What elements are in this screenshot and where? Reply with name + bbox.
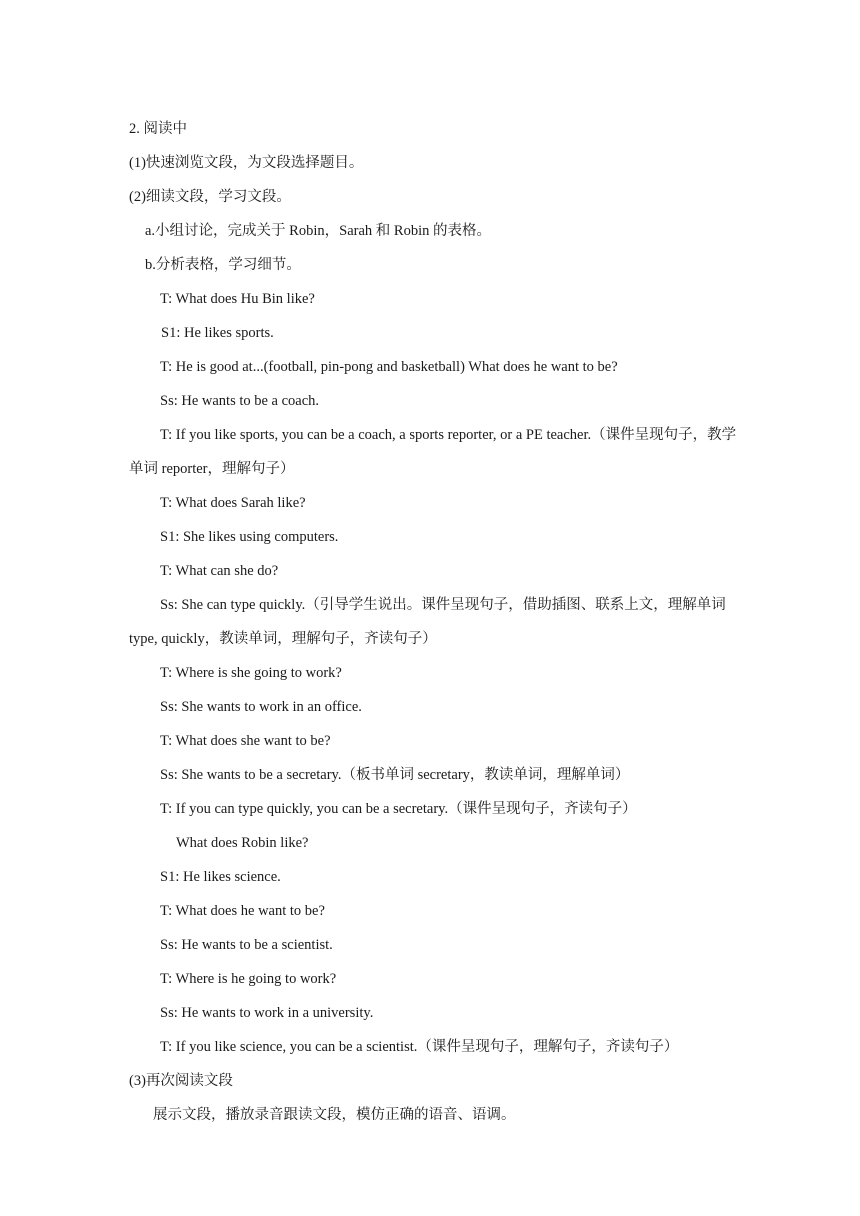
dialogue-line: S1: He likes sports. bbox=[161, 325, 274, 341]
step-2-close-reading: (2)细读文段，学习文段。 bbox=[129, 189, 291, 205]
dialogue-line: T: What does Hu Bin like? bbox=[160, 291, 315, 307]
substep-a-group-discussion: a.小组讨论，完成关于 Robin，Sarah 和 Robin 的表格。 bbox=[145, 223, 491, 239]
dialogue-line: S1: She likes using computers. bbox=[160, 529, 339, 545]
dialogue-line: T: If you like sports, you can be a coach, a sports reporter, or a PE teacher.（课件呈现句子，教学单词 reporter，理解句子） bbox=[129, 427, 737, 477]
dialogue-line: Ss: She can type quickly.（引导学生说出。课件呈现句子，借助插图、联系上文，理解单词 type, quickly，教读单词，理解句子，齐读句子） bbox=[129, 597, 726, 647]
dialogue-line: T: What does she want to be? bbox=[160, 733, 331, 749]
document-body bbox=[129, 112, 739, 1132]
dialogue-line: T: What does Sarah like? bbox=[160, 495, 306, 511]
dialogue-line: T: Where is he going to work? bbox=[160, 971, 337, 987]
dialogue-line: Ss: He wants to work in a university. bbox=[160, 1005, 374, 1021]
dialogue-line: S1: He likes science. bbox=[160, 869, 281, 885]
dialogue-line: Ss: She wants to work in an office. bbox=[160, 699, 362, 715]
section-heading-reading: 2. 阅读中 bbox=[129, 121, 187, 137]
step-3-read-again: (3)再次阅读文段 bbox=[129, 1073, 233, 1089]
read-again-instruction: 展示文段，播放录音跟读文段，模仿正确的语音、语调。 bbox=[153, 1107, 516, 1123]
dialogue-line: T: Where is she going to work? bbox=[160, 665, 342, 681]
substep-b-analyze-table: b.分析表格，学习细节。 bbox=[145, 257, 301, 273]
dialogue-line: Ss: He wants to be a coach. bbox=[160, 393, 320, 409]
dialogue-line: What does Robin like? bbox=[176, 835, 309, 851]
dialogue-line: T: He is good at...(football, pin-pong and basketball) What does he want to be? bbox=[160, 359, 618, 375]
dialogue-line: T: What can she do? bbox=[160, 563, 279, 579]
dialogue-line: T: If you like science, you can be a scientist.（课件呈现句子，理解句子，齐读句子） bbox=[160, 1039, 679, 1055]
dialogue-line: Ss: He wants to be a scientist. bbox=[160, 937, 333, 953]
dialogue-line: T: What does he want to be? bbox=[160, 903, 325, 919]
dialogue-line: T: If you can type quickly, you can be a secretary.（课件呈现句子，齐读句子） bbox=[160, 801, 637, 817]
step-1-skim: (1)快速浏览文段，为文段选择题目。 bbox=[129, 155, 364, 171]
dialogue-line: Ss: She wants to be a secretary.（板书单词 secretary，教读单词，理解单词） bbox=[160, 767, 630, 783]
